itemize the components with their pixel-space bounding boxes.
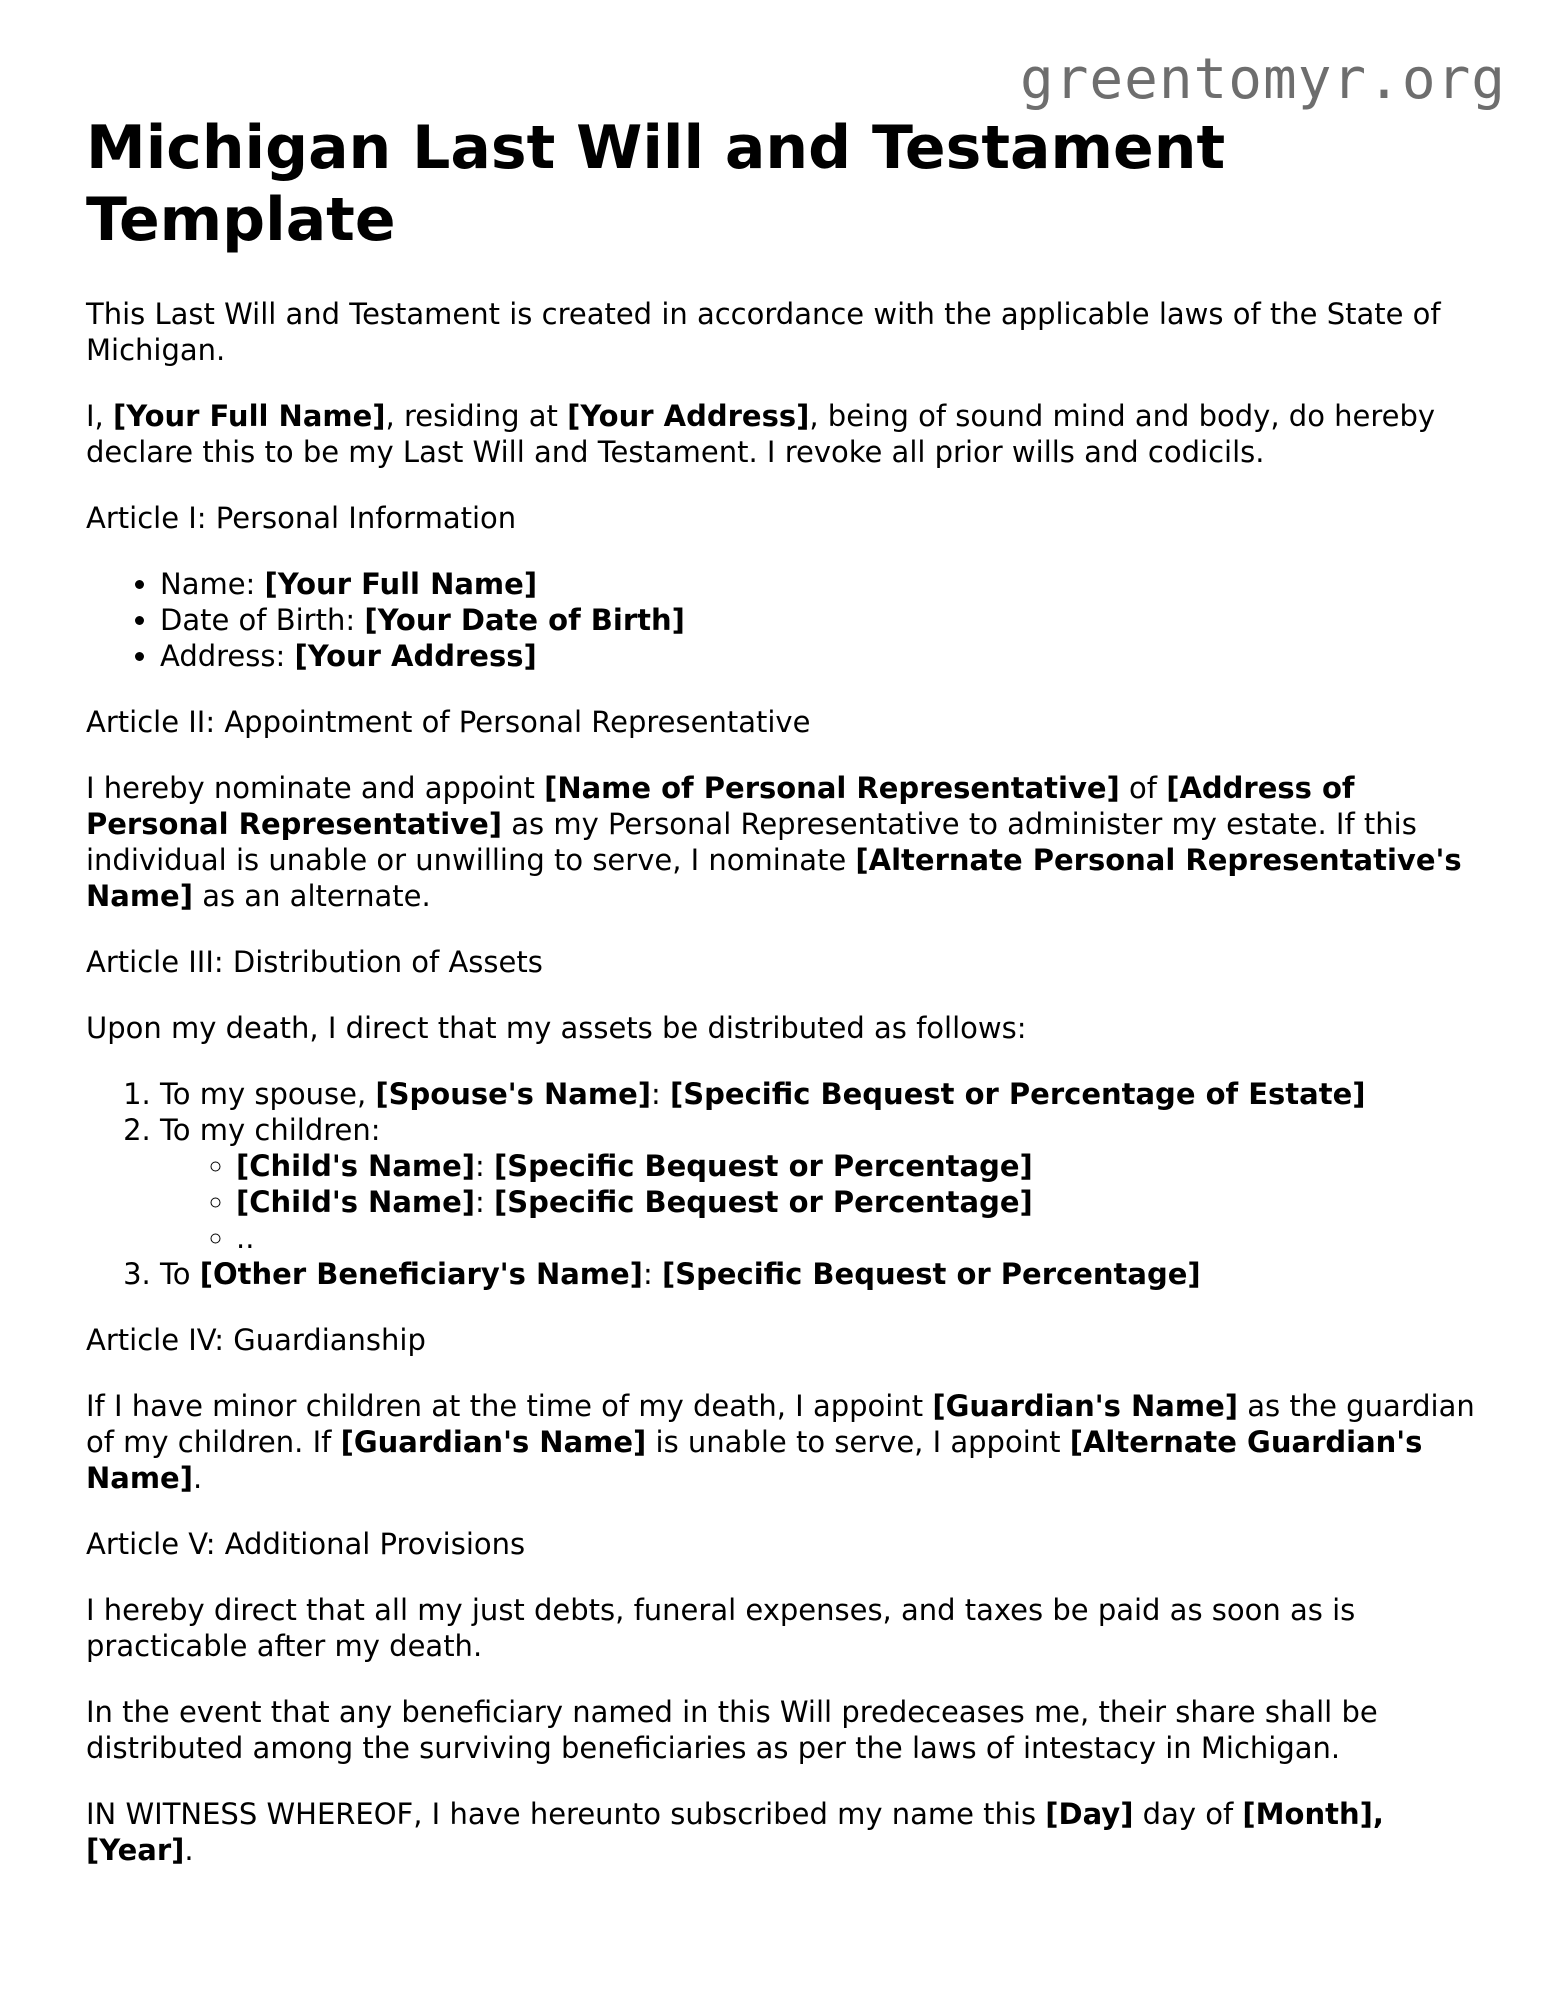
text: IN WITNESS WHEREOF, I have hereunto subscribed my name this xyxy=(86,1797,1046,1831)
item-label: Name: xyxy=(160,567,265,601)
item-label: Address: xyxy=(160,639,295,673)
list-item xyxy=(160,1256,1476,1292)
list-item xyxy=(160,1076,1476,1112)
article-4-heading: Article IV: Guardianship xyxy=(86,1323,426,1357)
representative-address: [Address of Personal Representative] xyxy=(86,771,1355,841)
text: I hereby nominate and appoint xyxy=(86,771,545,805)
item-value: [Your Full Name] xyxy=(264,567,538,601)
guardianship-paragraph xyxy=(86,1388,1476,1496)
month-year-placeholder: [Month], [Year] xyxy=(86,1797,1384,1867)
witness-paragraph xyxy=(86,1796,1476,1868)
day-placeholder: [Day] xyxy=(1045,1797,1134,1831)
child-bequest: [Specific Bequest or Percentage] xyxy=(494,1149,1033,1183)
child-item xyxy=(236,1184,1476,1220)
distribution-intro: Upon my death, I direct that my assets be distributed as follows: xyxy=(86,1011,1027,1045)
alternate-representative-name: [Alternate Personal Representative's Name] xyxy=(86,843,1462,913)
declaration-address: [Your Address] xyxy=(567,399,810,433)
article-1-heading: Article I: Personal Information xyxy=(86,501,517,535)
text: . xyxy=(192,1461,203,1495)
text: To my spouse, xyxy=(160,1077,376,1111)
declaration-mid: , residing at xyxy=(385,399,568,433)
children-label: To my children: xyxy=(160,1113,381,1147)
text: of xyxy=(1119,771,1167,805)
text: is unable to serve, I appoint xyxy=(646,1425,1070,1459)
text: If I have minor children at the time of my death, I appoint xyxy=(86,1389,933,1423)
article-3-heading: Article III: Distribution of Assets xyxy=(86,945,543,979)
representative-name: [Name of Personal Representative] xyxy=(544,771,1120,805)
article-2-heading: Article II: Appointment of Personal Representative xyxy=(86,705,811,739)
item-value: [Your Date of Birth] xyxy=(364,603,685,637)
text: : xyxy=(475,1149,495,1183)
item-label: Date of Birth: xyxy=(160,603,365,637)
child-name: [Child's Name] xyxy=(236,1185,476,1219)
list-item xyxy=(160,1112,1476,1256)
item-value: [Your Address] xyxy=(294,639,537,673)
child-name: [Child's Name] xyxy=(236,1149,476,1183)
declaration-paragraph xyxy=(86,398,1476,470)
spouse-bequest: [Specific Bequest or Percentage of Estate] xyxy=(670,1077,1366,1111)
representative-paragraph xyxy=(86,770,1476,914)
list-item xyxy=(160,566,1476,602)
debts-paragraph: I hereby direct that all my just debts, funeral expenses, and taxes be paid as soon as is practicable after my death. xyxy=(86,1593,1356,1663)
text: : xyxy=(475,1185,495,1219)
predecease-paragraph: In the event that any beneficiary named in this Will predeceases me, their share shall be distributed among the surviving beneficiaries as per the laws of intestacy in Michigan. xyxy=(86,1695,1378,1765)
list-item xyxy=(160,602,1476,638)
text: To xyxy=(160,1257,200,1291)
text: as an alternate. xyxy=(192,879,431,913)
personal-info-list xyxy=(86,566,1476,674)
text: : xyxy=(651,1077,671,1111)
watermark: greentomyr.org xyxy=(1019,47,1506,112)
declaration-suffix: , being of sound mind and body, do hereby declare this to be my Last Will and Testament. I revoke all prior wills and codicils. xyxy=(86,399,1436,469)
declaration-name: [Your Full Name] xyxy=(113,399,386,433)
text: : xyxy=(642,1257,662,1291)
guardian-name: [Guardian's Name] xyxy=(932,1389,1239,1423)
beneficiary-name: [Other Beneficiary's Name] xyxy=(199,1257,643,1291)
guardian-name: [Guardian's Name] xyxy=(340,1425,647,1459)
alternate-guardian-name: [Alternate Guardian's Name] xyxy=(86,1425,1423,1495)
list-item xyxy=(160,638,1476,674)
beneficiary-bequest: [Specific Bequest or Percentage] xyxy=(661,1257,1201,1291)
ellipsis: .. xyxy=(236,1221,255,1255)
page-title: Michigan Last Will and Testament Template xyxy=(86,113,1226,255)
child-bequest: [Specific Bequest or Percentage] xyxy=(494,1185,1033,1219)
intro-paragraph: This Last Will and Testament is created in accordance with the applicable laws of the State of Michigan. xyxy=(86,297,1441,367)
children-list xyxy=(160,1148,1476,1256)
text: day of xyxy=(1133,1797,1243,1831)
document-page xyxy=(86,112,1476,1898)
text: . xyxy=(184,1833,194,1867)
text: as my Personal Representative to administer my estate. If this individual is unable or unwilling to serve, I nominate xyxy=(86,807,1417,877)
declaration-prefix: I, xyxy=(86,399,113,433)
child-item xyxy=(236,1220,1476,1256)
distribution-list xyxy=(86,1076,1476,1292)
child-item xyxy=(236,1148,1476,1184)
article-5-heading: Article V: Additional Provisions xyxy=(86,1527,526,1561)
spouse-name: [Spouse's Name] xyxy=(375,1077,652,1111)
text: as the guardian of my children. If xyxy=(86,1389,1475,1459)
